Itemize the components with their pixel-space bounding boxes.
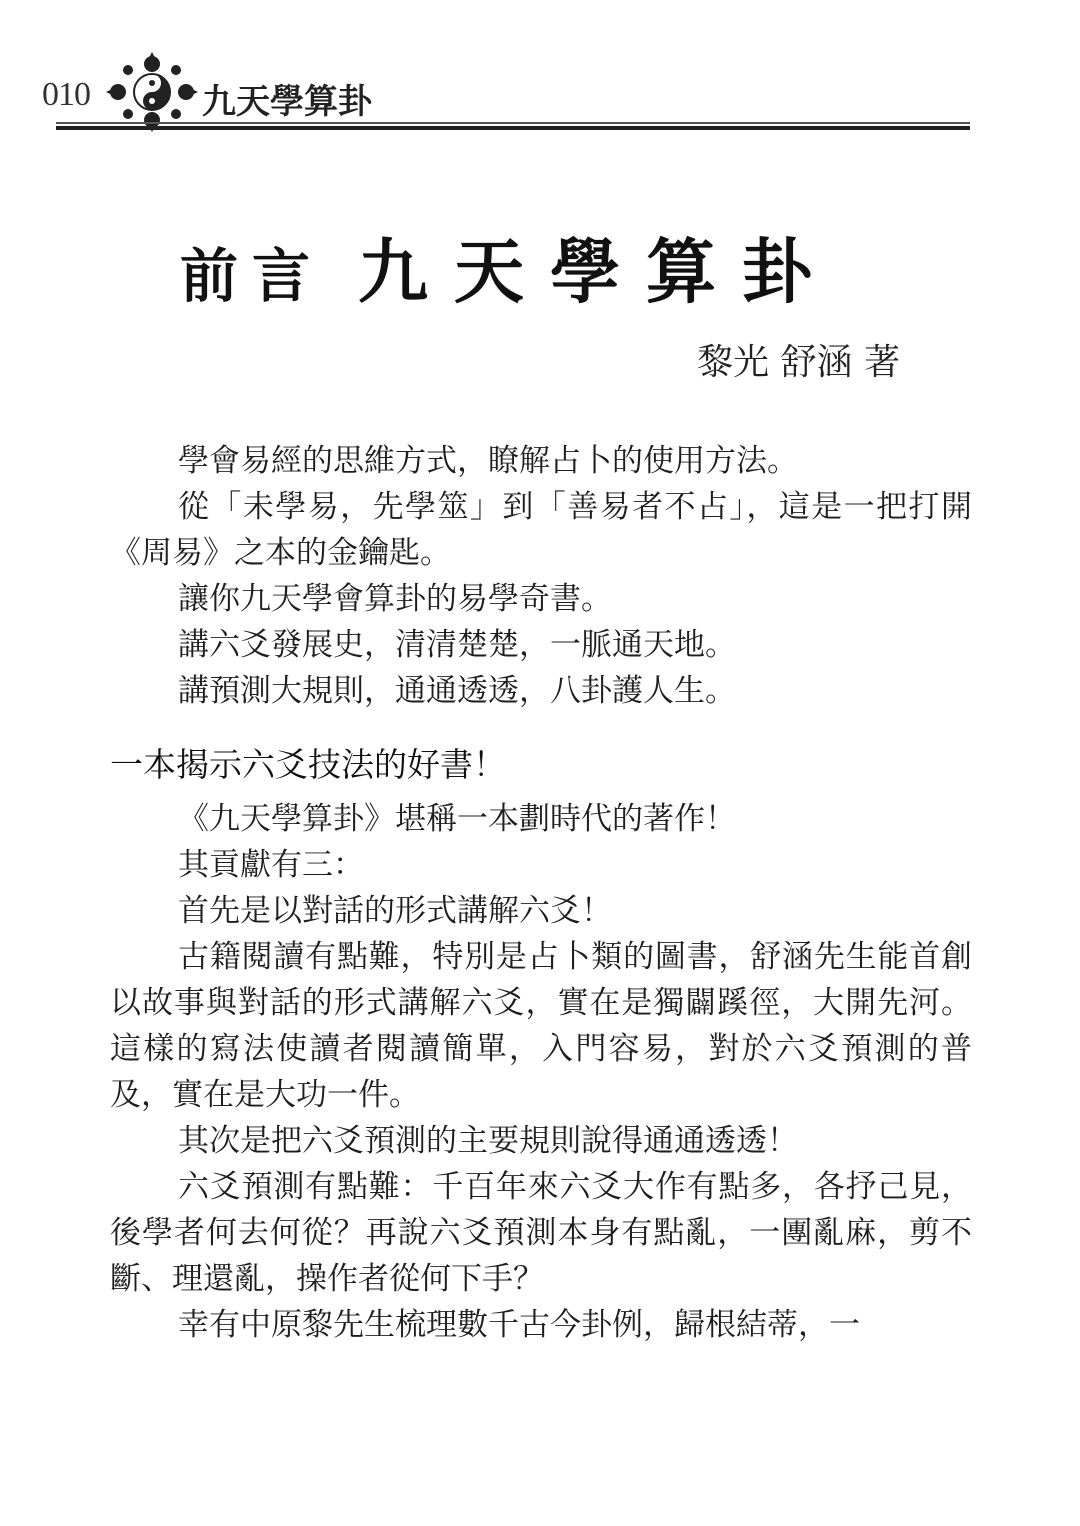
chapter-label: 前言 [180, 242, 325, 310]
section-paragraph: 幸有中原黎先生梳理數千古今卦例，歸根結蒂，一 [178, 1307, 860, 1343]
chapter-title [180, 216, 940, 317]
header-rule [56, 122, 970, 132]
yin-yang-ornament-icon [106, 52, 198, 132]
body-text [110, 438, 972, 1348]
section-paragraph: 首先是以對話的形式講解六爻！ [178, 893, 612, 929]
section-paragraph: 古籍閱讀有點難，特別是占卜類的圖書，舒涵先生能首創以故事與對話的形式講解六爻，實在是獨闢蹊徑，大開先河。這樣的寫法使讀者閱讀簡單，入門容易，對於六爻預測的普及，實在是大功一件。 [110, 939, 972, 1113]
section-paragraph: 其次是把六爻預測的主要規則說得通通透透！ [178, 1123, 798, 1159]
intro-paragraph: 學會易經的思維方式，瞭解占卜的使用方法。 [178, 443, 798, 479]
header-rule-thick [56, 126, 970, 130]
header-rule-thin [56, 122, 970, 124]
section-paragraph: 《九天學算卦》堪稱一本劃時代的著作！ [178, 801, 736, 837]
section-paragraph: 其貢獻有三： [178, 847, 364, 883]
section-heading: 一本揭示六爻技法的好書！ [110, 745, 506, 784]
header-book-title: 九天學算卦 [202, 82, 372, 122]
page-number: 010 [42, 76, 90, 113]
running-header [40, 52, 980, 142]
section-paragraph: 六爻預測有點難：千百年來六爻大作有點多，各抒己見，後學者何去何從？再說六爻預測本身有點亂，一團亂麻，剪不斷、理還亂，操作者從何下手？ [110, 1169, 972, 1297]
intro-paragraph: 讓你九天學會算卦的易學奇書。 [178, 581, 612, 617]
chapter-name: 九天學算卦 [358, 230, 839, 313]
intro-paragraph: 從「未學易，先學筮」到「善易者不占」，這是一把打開《周易》之本的金鑰匙。 [110, 489, 972, 571]
intro-paragraph: 講六爻發展史，清清楚楚，一脈通天地。 [178, 627, 736, 663]
author-line: 黎光 舒涵 著 [697, 342, 900, 383]
intro-paragraph: 講預測大規則，通通透透，八卦護人生。 [178, 673, 736, 709]
